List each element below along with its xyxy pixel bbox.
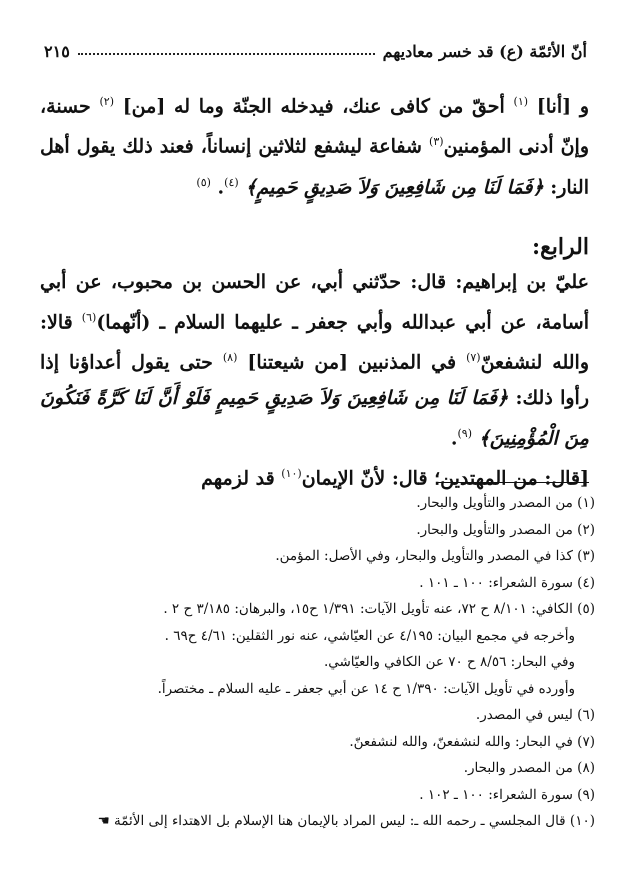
paragraph-1	[40, 84, 589, 205]
main-text	[40, 84, 589, 496]
footnote-line: (٢) من المصدر والتأويل والبحار.	[416, 521, 595, 538]
section-title: الرابع:	[531, 233, 589, 260]
footnote-line: وأخرجه في مجمع البيان: ٤/١٩٥ عن العيّاشي، عنه نور الثقلين: ٤/٦١ ح٦٩ .	[164, 627, 575, 644]
footnote-marker: (٩)	[457, 426, 472, 440]
footnote-line: (١٠) قال المجلسي ـ رحمه الله ـ: ليس المراد بالإيمان هنا الإسلام بل الاهتداء إلى الأئمّة ☚	[97, 813, 595, 829]
text-run: في المذنبين [من شيعتنا]	[237, 351, 467, 374]
header-dotted-rule	[78, 47, 375, 55]
text-run: قالا: والله لنشفعنّ	[40, 311, 589, 374]
header-title: أنّ الأئمّة (ع) قد خسر معاديهم	[382, 41, 587, 61]
footnote-line: (٤) سورة الشعراء: ١٠٠ ـ ١٠١ .	[419, 574, 595, 591]
footnote-marker: (٣)	[429, 135, 444, 149]
text-run: شفاعة ليشفع لثلاثين إنساناً، فعند ذلك يقول أهل النار:	[40, 135, 589, 198]
footnote-line: وأورده في تأويل الآيات: ١/٣٩٠ ح ١٤ عن أبي جعفر ـ عليه السلام ـ مختصراً.	[157, 680, 575, 697]
text-run	[472, 427, 479, 449]
text-run: و [أنا]	[528, 95, 589, 118]
text-run: أحقّ من كافى عنك، فيدخله الجنّة وما له [من]	[113, 95, 514, 118]
page-number: ٢١٥	[44, 41, 70, 61]
text-run: قد لزمهم	[201, 467, 282, 490]
text-run: .	[450, 426, 458, 449]
footnote-line: (٩) سورة الشعراء: ١٠٠ ـ ١٠٢ .	[419, 786, 595, 803]
text-run: [قال: من المهتدين؛ قال: لأنّ الإيمان	[301, 467, 589, 490]
footnote-marker: (٨)	[222, 351, 238, 365]
text-run: حسنة، وإنّ أدنى المؤمنين	[40, 95, 589, 158]
footnote-line: (٧) في البحار: والله لنشفعنّ، والله لنشفعنّ.	[349, 733, 595, 750]
footnote-marker: (١٠)	[281, 466, 302, 480]
footnotes	[36, 490, 595, 835]
quran-verse: ﴿فَمَا لَنَا مِن شَافِعِينَ وَلاَ صَدِيقٍ حَمِيمٍ﴾	[245, 175, 544, 198]
footnote-separator	[437, 482, 589, 483]
footnote-line: (٨) من المصدر والبحار.	[463, 760, 595, 776]
footnote-marker: (٦)	[81, 310, 97, 324]
footnote-marker: (٧)	[466, 351, 481, 365]
footnote-line: (٥) الكافي: ٨/١٠١ ح ٧٢، عنه تأويل الآيات: ١/٣٩١ ح١٥، والبرهان: ٣/١٨٥ ح ٢ .	[163, 601, 595, 617]
footnote-marker: (٤)	[224, 175, 239, 189]
footnote-line: (١) من المصدر والتأويل والبحار.	[416, 495, 595, 511]
text-run: عليّ بن إبراهيم: قال: حدّثني أبي، عن الحسن بن محبوب، عن أبي أسامة، عن أبي عبدالله وأبي جعفر ـ عليهما السلام ـ (أنّهما)	[40, 270, 590, 334]
footnote-marker: (١)	[513, 95, 529, 108]
text-run: حتى يقول أعداؤنا إذا رأوا ذلك:	[40, 351, 589, 409]
footnote-marker: (٥)	[196, 175, 211, 189]
running-header	[44, 38, 587, 64]
text-run: .	[210, 175, 225, 198]
footnote-line: (٣) كذا في المصدر والتأويل والبحار، وفي الأصل: المؤمن.	[275, 548, 595, 564]
footnote-line: (٦) ليس في المصدر.	[475, 707, 595, 723]
paragraph-2	[40, 265, 589, 456]
footnote-line: وفي البحار: ٨/٥٦ ح ٧٠ عن الكافي والعيّاشي.	[323, 654, 575, 670]
footnote-marker: (٢)	[99, 95, 114, 108]
quran-verse: ﴿فَمَا لَنَا مِن شَافِعِينَ وَلاَ صَدِيقٍ حَمِيمٍ فَلَوْ أَنَّ لَنَا كَرَّةً فَنَكُونَ مِنَ الْمُؤْمِنِينَ﴾	[40, 386, 589, 449]
